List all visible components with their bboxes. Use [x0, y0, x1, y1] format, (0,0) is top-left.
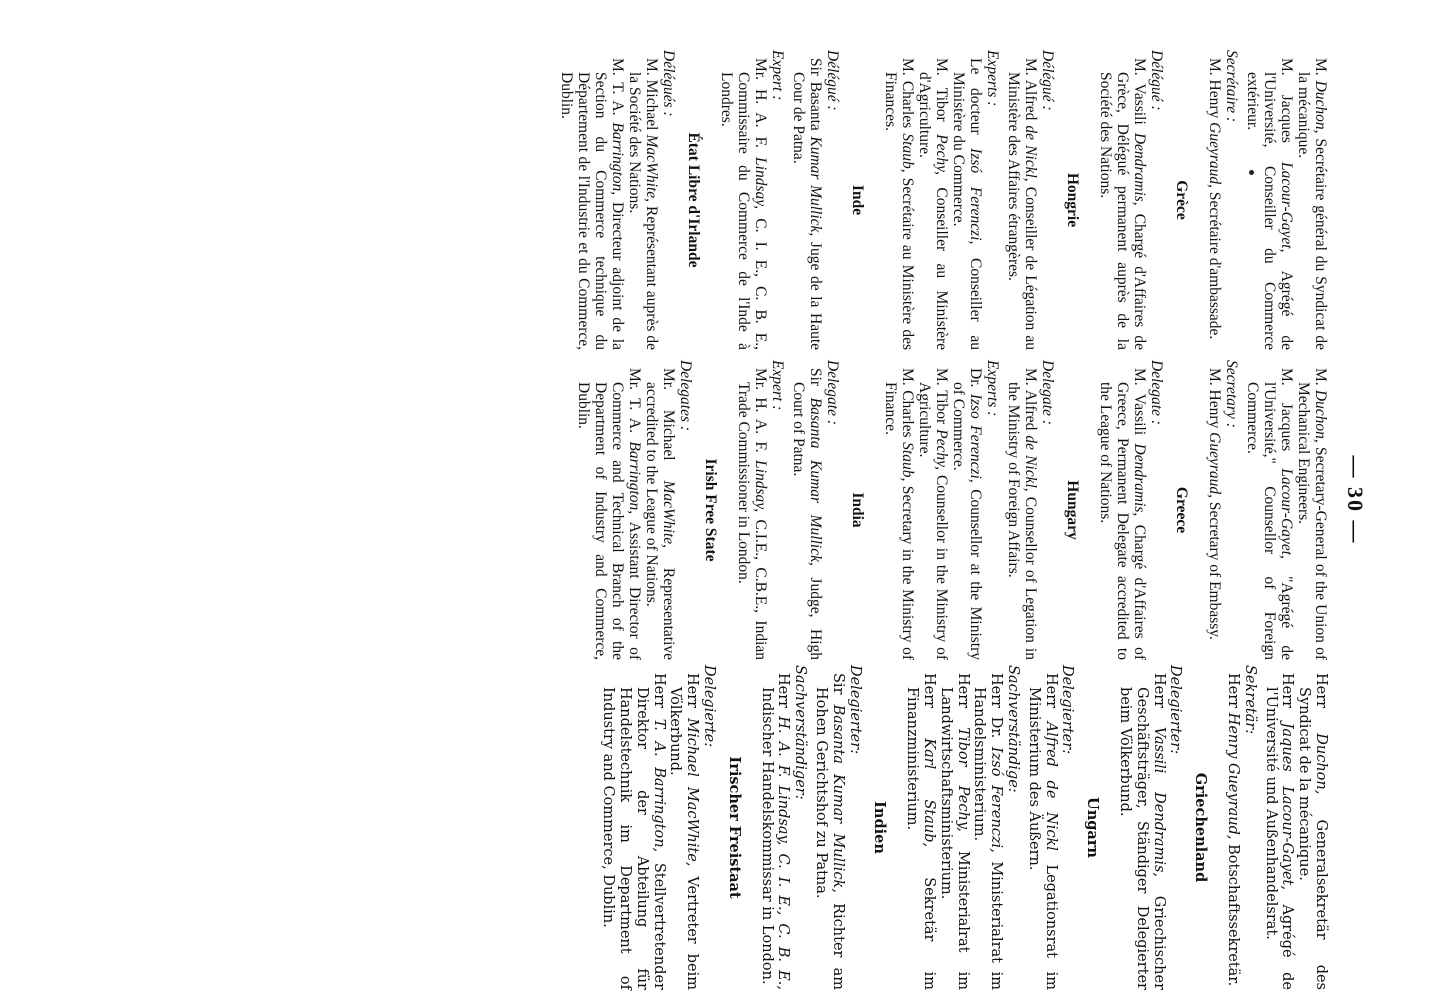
delegate-surname: Duchon, [1312, 80, 1329, 134]
delegate-surname: Vassili Dendramis, [1150, 726, 1167, 878]
role-label: Sachverständiger: [792, 665, 809, 800]
delegate-description: Conseiller au Ministère d'Agriculture. [916, 72, 950, 350]
delegate-surname: Barrington, [626, 441, 643, 515]
country-heading: Ungarn [1084, 797, 1102, 858]
role-label: Secrétaire : [1223, 50, 1240, 123]
delegate-entry [758, 665, 792, 990]
delegate-name: Herr [775, 673, 792, 717]
german-column [600, 665, 1329, 990]
role-label: Délégué : [1039, 50, 1056, 111]
role-label: Expert : [769, 50, 786, 101]
role-label: Sekretär: [1241, 665, 1258, 735]
delegate-entry [790, 50, 824, 350]
country-heading: India [849, 492, 866, 528]
delegate-entry [937, 665, 971, 990]
delegate-entry [558, 50, 626, 350]
country-heading: État Libre d'Irlande [685, 132, 702, 268]
delegate-name: M. Tibor [933, 58, 950, 135]
delegate-name: M. Vassili [1131, 58, 1148, 133]
delegate-description: C.I.E., C.B.E., Indian Trade Commissioner in London. [735, 382, 769, 661]
delegate-name: Mr. H. A. F. [752, 368, 769, 461]
delegate-surname: Gueyraud, [1206, 432, 1223, 499]
delegate-description: Counsellor in the Ministry of Agriculture. [916, 382, 950, 661]
delegate-entry [812, 665, 846, 990]
role-label: Expert : [769, 360, 786, 411]
delegate-description: Botschaftssekretär. [1225, 844, 1242, 987]
delegate-name: M. Jacques [1278, 368, 1295, 469]
role-label: Delegierter: [1167, 665, 1184, 755]
delegate-name: Mr. H. A. F. [752, 58, 769, 158]
delegate-description: Chargé d'Affaires de Grèce, Délégué permanent auprès de la Société des Nations. [1097, 72, 1148, 350]
delegate-description: Secretary of Embassy. [1206, 501, 1223, 640]
delegate-entry [1025, 665, 1059, 990]
role-label: Delegate : [1148, 360, 1165, 425]
delegate-name: Herr [1313, 673, 1329, 734]
delegate-description: C. I. E., C. B. E., Commissaire du Commerce de l'Inde à Londres. [718, 72, 769, 351]
role-label: Secretary : [1223, 360, 1240, 428]
delegate-surname: Staub, [899, 133, 916, 173]
delegate-surname: Dendramis, [1131, 132, 1148, 206]
delegate-description: "Agrégé de l'Université," Counsellor of Foreign Commerce. [1244, 382, 1295, 660]
delegate-name: M. Michael [643, 58, 660, 135]
role-label: Delegate : [1039, 360, 1056, 425]
delegate-surname: H. A. F. Lindsay, C. I. E., C. B. E., [775, 716, 792, 990]
delegate-description: Directeur adjoint de la Section du Commerce technique du Département de l'Industrie et du Commerce, Dublin. [558, 72, 626, 350]
delegate-surname: Lacour-Gayet, [1278, 161, 1295, 253]
delegate-name: Sir [807, 368, 824, 398]
delegate-name: Herr [684, 673, 701, 719]
delegate-surname: Barrington, [609, 122, 626, 196]
delegate-entry [950, 360, 984, 660]
delegate-surname: Gueyraud, [1206, 122, 1223, 189]
delegate-description: Secrétaire d'ambassade. [1206, 191, 1223, 340]
country-heading: Hungary [1064, 480, 1081, 540]
delegate-entry [1244, 50, 1295, 350]
delegate-name: Herr Dr. [988, 673, 1005, 747]
delegate-name: M. [1312, 58, 1329, 81]
delegate-name: Herr [1150, 673, 1167, 727]
delegate-surname: Basanta Kumar Mullick, [829, 704, 846, 893]
delegate-name: Herr [1225, 673, 1242, 713]
role-label: Délégué : [1148, 50, 1165, 111]
delegate-description: Ministerialrat im Landwirtschaftsministerium. [937, 687, 971, 991]
role-label: Délégués : [660, 50, 677, 117]
delegate-surname: Alfred de Nickl [1042, 721, 1059, 851]
delegate-description: Representative accredited to the League of Nations. [643, 382, 677, 661]
delegate-description: Chargé d'Affaires of Greece, Permanent Delegate accredited to the League of Nations. [1097, 382, 1148, 660]
delegate-description: Conseiller au Ministère du Commerce. [950, 72, 984, 351]
delegate-name: Sir [829, 673, 846, 705]
delegate-entry [950, 50, 984, 350]
delegate-surname: Henry Gueyraud, [1225, 712, 1242, 840]
delegate-entry [882, 360, 916, 660]
delegate-entry [1005, 360, 1039, 660]
delegate-entry [643, 360, 677, 660]
delegate-description: Counsellor at the Ministry of Commerce. [950, 382, 984, 661]
delegate-entry [626, 50, 660, 350]
delegate-entry [916, 360, 950, 660]
delegate-description: Conseiller de Légation au Ministère des Affaires étrangères. [1005, 72, 1039, 351]
role-label: Experts : [984, 50, 1001, 107]
delegate-name: M. Alfred [1022, 368, 1039, 436]
role-label: Délégué : [824, 50, 841, 111]
delegate-entry [1097, 360, 1148, 660]
role-label: Delegate : [824, 360, 841, 425]
country-heading: Grèce [1173, 180, 1190, 220]
delegate-entry [1116, 665, 1166, 990]
delegate-surname: T. A. Barrington, [650, 718, 667, 853]
delegate-description: Counsellor of Legation in the Ministry of Foreign Affairs. [1005, 382, 1039, 660]
role-label: Delegates : [677, 360, 694, 432]
delegate-surname: Kumar Mullick, [807, 136, 824, 237]
delegate-description: Juge de la Haute Cour de Patna. [790, 72, 824, 351]
delegate-description: Indischer Handelskommissar in London. [758, 687, 775, 985]
delegate-surname: de Nickl, [1022, 125, 1039, 182]
delegate-name: Herr [1042, 673, 1059, 722]
delegate-name: Le docteur [967, 58, 984, 149]
delegate-description: Stellvertretender Direktor der Abteilung für Handelstechnik im Department of Industry and Commerce, Dublin. [600, 687, 667, 991]
role-label: Delegierter: [846, 665, 863, 755]
role-label: Experts : [984, 360, 1001, 417]
delegate-entry [1295, 665, 1329, 990]
delegate-name: Herr [921, 673, 938, 739]
delegate-surname: Duchon, [1312, 389, 1329, 443]
delegate-name: M. T. A. [609, 58, 626, 123]
delegate-entry [790, 360, 824, 660]
delegate-surname: Lindsay, [752, 157, 769, 210]
delegate-entry [1206, 360, 1223, 660]
delegate-description: Secretary-General of the Union of Mechanical Engineers. [1295, 382, 1329, 660]
delegate-description: Sekretär im Finanzministerium. [904, 687, 938, 991]
role-label: Sachverständige: [1005, 665, 1022, 793]
delegate-entry [1206, 50, 1223, 350]
delegate-description: Agrégé de l'Université, Conseiller du Commerce extérieur. [1244, 72, 1295, 350]
delegate-description: Représentant auprès de la Société des Nations. [626, 72, 660, 350]
delegate-description: Legationsrat im Ministerium des Äußern. [1025, 687, 1059, 990]
delegate-name: Sir Basanta [807, 58, 824, 137]
delegate-name: Herr [1279, 673, 1296, 723]
country-heading: Irischer Freistaat [725, 756, 743, 899]
delegate-surname: Karl Staub, [921, 738, 938, 848]
delegate-name: M. [1312, 368, 1329, 390]
delegate-entry [1097, 50, 1148, 350]
delegate-name: M. Charles [899, 368, 916, 443]
delegate-name: Mr. T. A. [626, 368, 643, 442]
delegate-name: M. Jacques [1278, 58, 1295, 162]
delegate-entry [575, 360, 643, 660]
country-heading: Indien [871, 801, 889, 854]
delegate-name: Mr. Michael [660, 368, 677, 481]
country-heading: Griechenland [1192, 772, 1210, 883]
delegate-surname: Pechy, [933, 429, 950, 471]
delegate-name: M. Charles [899, 58, 916, 134]
delegate-name: Dr. [967, 368, 984, 394]
country-heading: Inde [849, 184, 866, 216]
delegate-description: Assistant Director of Commerce and Technical Branch of the Department of Industry and Commerce, Dublin. [575, 382, 643, 660]
delegate-entry [1295, 50, 1329, 350]
delegate-entry [971, 665, 1005, 990]
delegate-surname: Jaques Lacour-Gayet, [1279, 722, 1296, 890]
delegate-surname: Dendramis, [1131, 443, 1148, 517]
country-heading: Greece [1173, 486, 1190, 534]
delegate-name: M. Henry [1206, 58, 1223, 123]
delegate-description: Griechischer Geschäftsträger, Ständiger Delegierter beim Völkerbund. [1117, 687, 1167, 991]
french-column [558, 50, 1329, 350]
delegate-entry [916, 50, 950, 350]
delegate-surname: MacWhite, [643, 134, 660, 203]
delegate-name: Herr [954, 673, 971, 728]
delegate-surname: Lindsay, [752, 460, 769, 513]
delegate-entry [882, 50, 916, 350]
delegate-name: M. Alfred [1022, 58, 1039, 126]
delegate-description: Generalsekretär des Syndicat de la mécanique. [1296, 687, 1329, 990]
delegate-surname: Staub, [899, 442, 916, 482]
delegate-surname: Duchon, [1313, 733, 1329, 795]
delegate-description: Ministerialrat im Handelsministerium. [971, 687, 1005, 990]
delegate-surname: Izsó Ferenczi, [967, 148, 984, 245]
role-label: Delegierter: [1059, 665, 1076, 755]
country-heading: Irish Free State [702, 458, 719, 562]
country-heading: Hongrie [1064, 172, 1081, 228]
delegate-surname: Michael MacWhite, [684, 718, 701, 867]
delegate-entry [1244, 360, 1295, 660]
delegate-surname: Lacour-Gayet, [1278, 468, 1295, 559]
delegate-surname: Pechy, [933, 134, 950, 175]
delegate-entry [1224, 665, 1241, 990]
delegate-name: M. Tibor [933, 368, 950, 430]
delegate-surname: Izso Ferenczi, [967, 393, 984, 483]
delegate-description: Agrégé de l'Université und Außenhandelsrat. [1262, 687, 1296, 990]
delegate-entry [667, 665, 701, 990]
delegate-surname: de Nickl, [1022, 435, 1039, 492]
delegate-name: M. Henry [1206, 368, 1223, 433]
delegate-entry [1005, 50, 1039, 350]
delegate-surname: MacWhite, [660, 480, 677, 549]
delegate-description: Secrétaire au Ministère des Finances. [882, 72, 916, 351]
english-column [575, 360, 1329, 660]
page-number: — 30 — [1343, 455, 1368, 545]
delegate-entry [1262, 665, 1296, 990]
delegate-surname: Izsó Ferenczi, [988, 746, 1005, 853]
delegate-description: Secretary in the Ministry of Finance. [882, 382, 916, 660]
delegate-description: Secrétaire général du Syndicat de la mécanique. [1295, 72, 1329, 350]
delegate-entry [1295, 360, 1329, 660]
delegate-name: M. Vassili [1131, 368, 1148, 444]
delegate-entry [903, 665, 937, 990]
delegate-surname: Tibor Pechy, [954, 727, 971, 832]
delegate-entry [718, 50, 769, 350]
delegate-name: Herr [650, 673, 667, 719]
delegate-description: Judge, High Court of Patna. [790, 382, 824, 661]
delegate-surname: Basanta Kumar Mullick, [807, 397, 824, 566]
delegate-description: Vertreter beim Völkerbund. [667, 687, 701, 990]
role-label: Delegierte: [701, 665, 718, 748]
delegate-entry [600, 665, 667, 990]
delegate-description: Richter am Hohen Gerichtshof zu Patna. [813, 687, 846, 991]
delegate-entry [735, 360, 769, 660]
